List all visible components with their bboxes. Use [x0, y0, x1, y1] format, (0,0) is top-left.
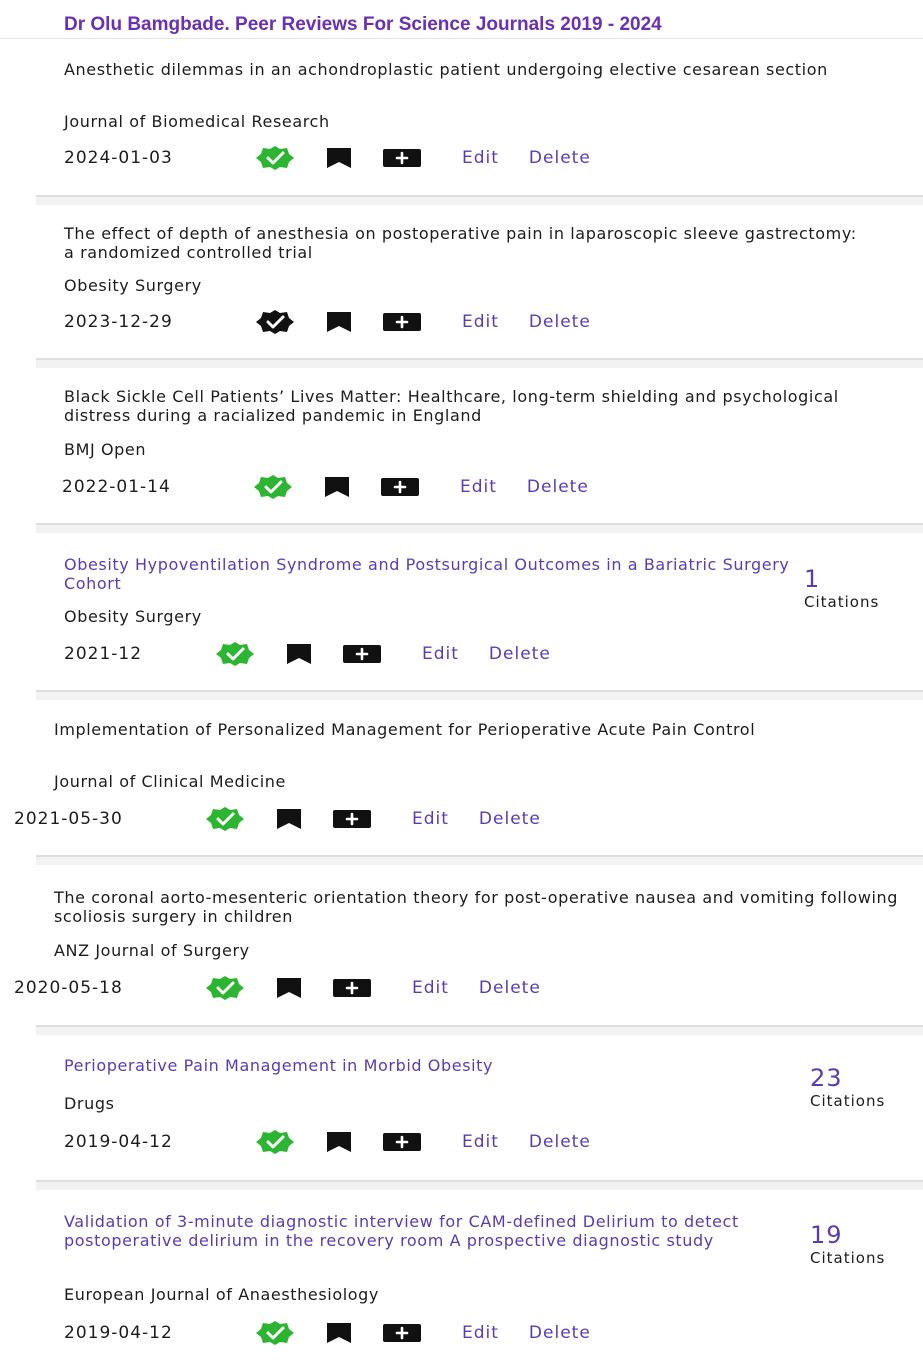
- review-date: 2021-05-30: [14, 809, 123, 829]
- add-icon[interactable]: [382, 1129, 422, 1155]
- bookmark-icon[interactable]: [324, 1129, 354, 1155]
- verified-badge-icon: [254, 1320, 296, 1346]
- add-icon[interactable]: [382, 145, 422, 171]
- card-divider: [36, 358, 923, 368]
- delete-link[interactable]: Delete: [528, 1132, 591, 1152]
- bookmark-icon[interactable]: [324, 145, 354, 171]
- citations-box: [810, 1064, 920, 1110]
- citation-count[interactable]: 1: [804, 565, 821, 593]
- card-divider: [36, 523, 923, 533]
- citation-label: Citations: [810, 1249, 886, 1267]
- delete-link[interactable]: Delete: [478, 809, 541, 829]
- verified-badge-icon: [252, 474, 294, 500]
- verified-badge-icon: [254, 145, 296, 171]
- edit-link[interactable]: Edit: [462, 148, 499, 168]
- citations-box: [804, 565, 914, 611]
- edit-link[interactable]: Edit: [460, 477, 497, 497]
- review-actions-row: [64, 1129, 591, 1155]
- review-date: 2022-01-14: [62, 477, 171, 497]
- journal-name: Journal of Biomedical Research: [64, 112, 330, 131]
- card-divider: [36, 1180, 923, 1190]
- citation-count[interactable]: 19: [810, 1221, 843, 1249]
- card-divider: [36, 690, 923, 700]
- delete-link[interactable]: Delete: [526, 477, 589, 497]
- journal-name: BMJ Open: [64, 440, 147, 459]
- edit-link[interactable]: Edit: [422, 644, 459, 664]
- delete-link[interactable]: Delete: [528, 148, 591, 168]
- edit-link[interactable]: Edit: [412, 809, 449, 829]
- review-actions-row: [62, 474, 589, 500]
- verified-badge-icon: [204, 806, 246, 832]
- card-divider: [36, 855, 923, 865]
- edit-link[interactable]: Edit: [412, 978, 449, 998]
- review-date: 2020-05-18: [14, 978, 123, 998]
- journal-name: Drugs: [64, 1094, 115, 1113]
- add-icon[interactable]: [382, 309, 422, 335]
- delete-link[interactable]: Delete: [528, 1323, 591, 1343]
- verified-badge-icon: [254, 1129, 296, 1155]
- journal-name: European Journal of Anaesthesiology: [64, 1285, 379, 1304]
- bookmark-icon[interactable]: [284, 641, 314, 667]
- review-date: 2019-04-12: [64, 1323, 173, 1343]
- review-actions-row: [64, 145, 591, 171]
- bookmark-icon[interactable]: [274, 806, 304, 832]
- review-date: 2024-01-03: [64, 148, 173, 168]
- review-title: The effect of depth of anesthesia on postoperative pain in laparoscopic sleeve gastrectomy: a randomized controlled trial: [64, 224, 857, 262]
- review-date: 2019-04-12: [64, 1132, 173, 1152]
- page-header: [0, 0, 923, 39]
- review-title[interactable]: Perioperative Pain Management in Morbid Obesity: [64, 1056, 494, 1075]
- citations-box: [810, 1221, 920, 1267]
- review-title: Black Sickle Cell Patients’ Lives Matter: Healthcare, long-term shielding and psychological distress during a racialized pandemic in England: [64, 387, 839, 425]
- edit-link[interactable]: Edit: [462, 1323, 499, 1343]
- journal-name: ANZ Journal of Surgery: [54, 941, 250, 960]
- journal-name: Journal of Clinical Medicine: [54, 772, 286, 791]
- bookmark-icon[interactable]: [274, 975, 304, 1001]
- review-title: Implementation of Personalized Management for Perioperative Acute Pain Control: [54, 720, 756, 739]
- delete-link[interactable]: Delete: [478, 978, 541, 998]
- citation-label: Citations: [804, 593, 880, 611]
- card-divider: [36, 195, 923, 205]
- citation-count[interactable]: 23: [810, 1064, 843, 1092]
- review-date: 2023-12-29: [64, 312, 173, 332]
- review-date: 2021-12: [64, 644, 143, 664]
- citation-label: Citations: [810, 1092, 886, 1110]
- review-actions-row: [14, 975, 541, 1001]
- review-actions-row: [64, 641, 551, 667]
- edit-link[interactable]: Edit: [462, 312, 499, 332]
- bookmark-icon[interactable]: [322, 474, 352, 500]
- review-actions-row: [64, 1320, 591, 1346]
- journal-name: Obesity Surgery: [64, 276, 202, 295]
- bookmark-icon[interactable]: [324, 1320, 354, 1346]
- card-divider: [36, 1025, 923, 1035]
- review-actions-row: [64, 309, 591, 335]
- review-title: The coronal aorto-mesenteric orientation theory for post-operative nausea and vomiting following scoliosis surgery in children: [54, 888, 899, 926]
- journal-name: Obesity Surgery: [64, 607, 202, 626]
- delete-link[interactable]: Delete: [528, 312, 591, 332]
- add-icon[interactable]: [380, 474, 420, 500]
- verified-badge-icon: [254, 309, 296, 335]
- verified-badge-icon: [214, 641, 256, 667]
- add-icon[interactable]: [342, 641, 382, 667]
- add-icon[interactable]: [332, 975, 372, 1001]
- delete-link[interactable]: Delete: [488, 644, 551, 664]
- edit-link[interactable]: Edit: [462, 1132, 499, 1152]
- page-title: Dr Olu Bamgbade. Peer Reviews For Science Journals 2019 - 2024: [64, 14, 662, 35]
- review-title[interactable]: Obesity Hypoventilation Syndrome and Postsurgical Outcomes in a Bariatric Surgery Cohort: [64, 555, 790, 593]
- add-icon[interactable]: [382, 1320, 422, 1346]
- add-icon[interactable]: [332, 806, 372, 832]
- verified-badge-icon: [204, 975, 246, 1001]
- review-title: Anesthetic dilemmas in an achondroplastic patient undergoing elective cesarean section: [64, 60, 828, 79]
- review-actions-row: [14, 806, 541, 832]
- review-title[interactable]: Validation of 3-minute diagnostic interview for CAM-defined Delirium to detect postoperative delirium in the recovery room A prospective diagnostic study: [64, 1212, 739, 1250]
- bookmark-icon[interactable]: [324, 309, 354, 335]
